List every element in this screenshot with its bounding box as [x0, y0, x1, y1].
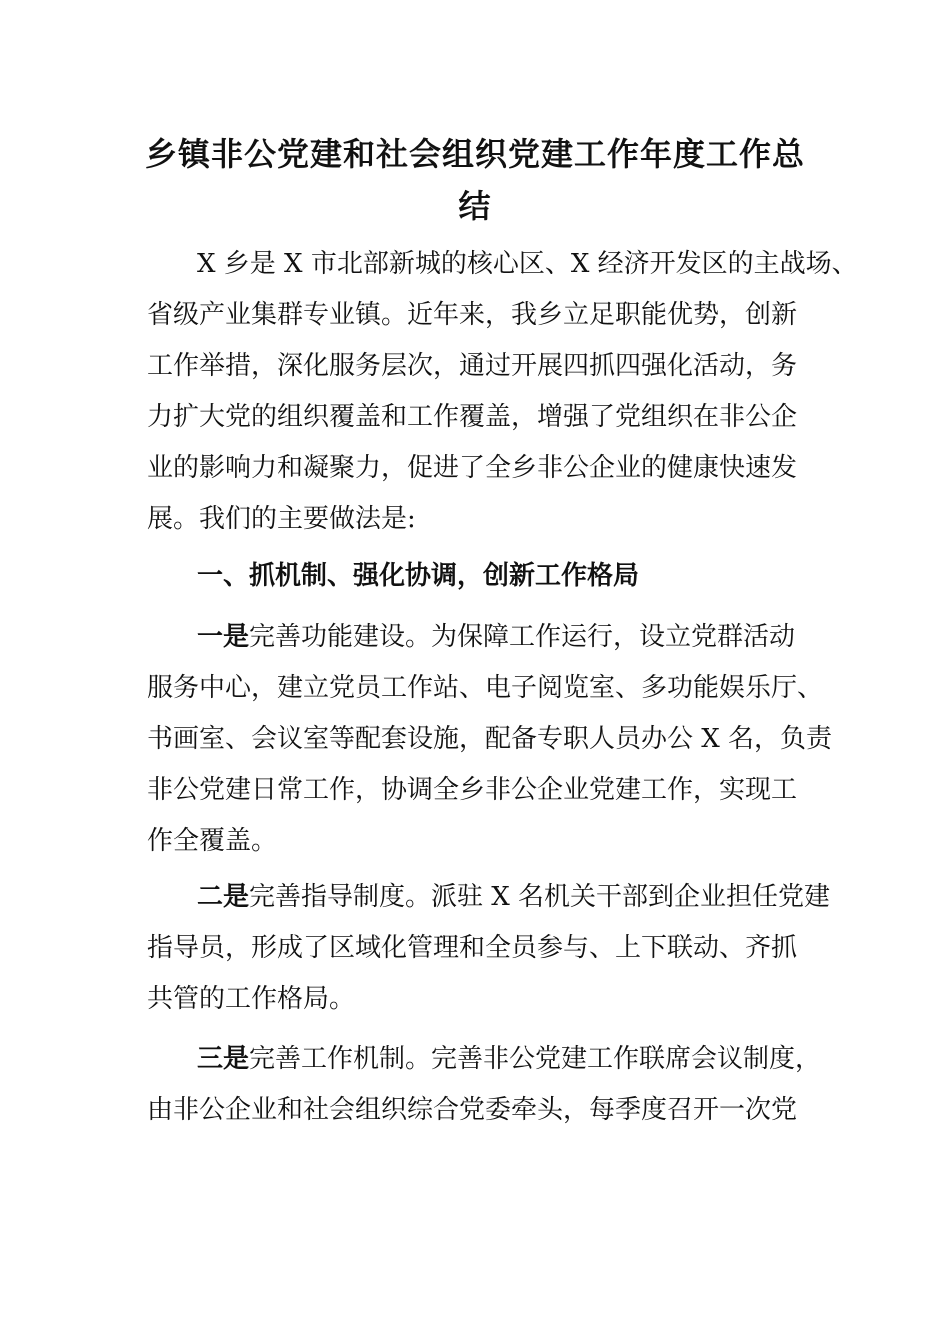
- intro-line: 展。我们的主要做法是:: [147, 504, 416, 534]
- item-2-lead: 二是: [197, 882, 250, 912]
- item-3-text: 完善工作机制。完善非公党建工作联席会议制度，: [249, 1044, 822, 1074]
- intro-line: X 乡是 X 市北部新城的核心区、X 经济开发区的主战场、: [197, 249, 858, 279]
- document-title: [140, 128, 810, 232]
- section-heading: 一、抓机制、强化协调，创新工作格局: [197, 561, 640, 591]
- title-line-1: 乡镇非公党建和社会组织党建工作年度工作总: [144, 135, 805, 173]
- intro-line: 工作举措，深化服务层次，通过开展四抓四强化活动，务: [147, 351, 798, 381]
- item-1-first-line: [197, 620, 795, 654]
- item-1-line: 作全覆盖。: [147, 826, 278, 856]
- intro-line: 业的影响力和凝聚力，促进了全乡非公企业的健康快速发: [147, 453, 798, 483]
- intro-line: 省级产业集群专业镇。近年来，我乡立足职能优势，创新: [147, 300, 798, 330]
- item-1-lead: 一是: [197, 622, 250, 652]
- item-3-line: 由非公企业和社会组织综合党委牵头，每季度召开一次党: [147, 1095, 798, 1125]
- item-1-line: 书画室、会议室等配套设施，配备专职人员办公 X 名，负责: [147, 724, 833, 754]
- item-2-text: 完善指导制度。派驻 X 名机关干部到企业担任党建: [249, 882, 831, 912]
- item-1-text: 完善功能建设。为保障工作运行，设立党群活动: [249, 622, 796, 652]
- item-2-line: 指导员，形成了区域化管理和全员参与、上下联动、齐抓: [147, 933, 798, 963]
- intro-line: 力扩大党的组织覆盖和工作覆盖，增强了党组织在非公企: [147, 402, 798, 432]
- item-2-first-line: [197, 880, 830, 914]
- item-1-line: 服务中心，建立党员工作站、电子阅览室、多功能娱乐厅、: [147, 673, 824, 703]
- item-2-line: 共管的工作格局。: [147, 984, 356, 1014]
- title-line-2: 结: [458, 187, 492, 225]
- item-1-line: 非公党建日常工作，协调全乡非公企业党建工作，实现工: [147, 775, 798, 805]
- item-3-lead: 三是: [197, 1044, 250, 1074]
- item-3-first-line: [197, 1042, 821, 1076]
